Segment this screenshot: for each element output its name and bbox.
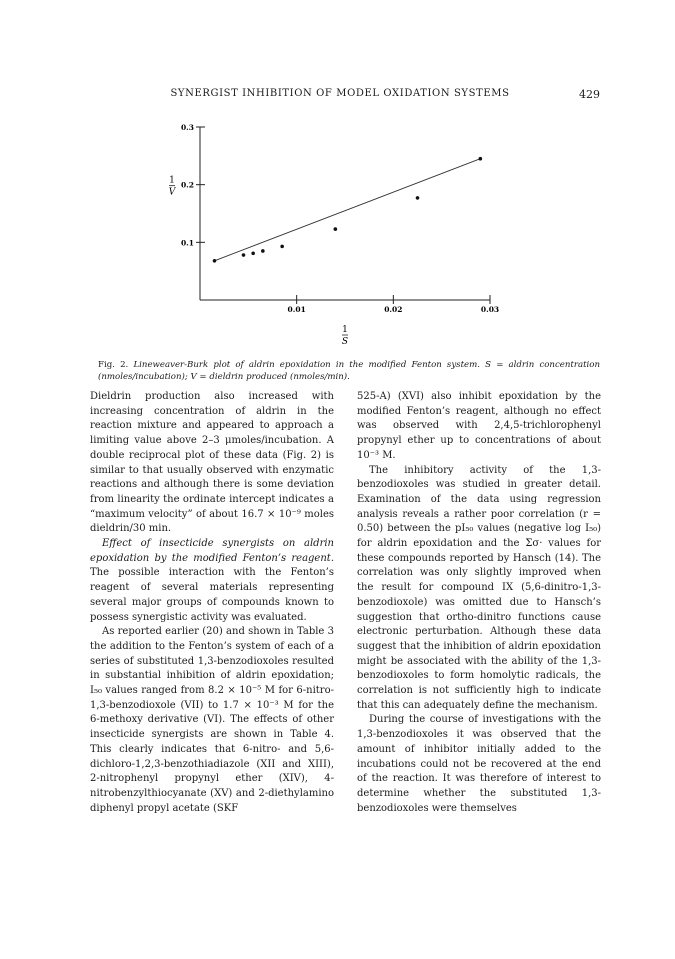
page-number: 429 bbox=[579, 88, 600, 101]
data-point bbox=[479, 157, 483, 161]
y-tick-label: 0.2 bbox=[180, 180, 194, 190]
ylabel-numerator: 1 bbox=[169, 175, 175, 186]
figure-lineweaver-burk bbox=[160, 112, 520, 352]
page-header bbox=[80, 88, 600, 104]
data-point bbox=[242, 253, 246, 257]
data-point bbox=[251, 251, 255, 255]
data-point bbox=[213, 259, 217, 263]
x-tick-label: 0.01 bbox=[287, 305, 306, 314]
ylabel-denominator: V bbox=[168, 187, 176, 198]
paragraph: The inhibitory activity of the 1,3-benzodioxoles was studied in greater detail. Examination of the data using regression analysis reveals a rather poor correlation (r = 0.50) between the pI₅₀ values (negative log I₅₀) for aldrin epoxidation and the Σσ· values for these compounds reported by Hansch (14). The correlation was only slightly improved when the result for compound IX (5,6-dinitro-1,3-benzodioxole) was omitted due to Hansch’s suggestion that ortho-dinitro functions cause electronic perturbation. Although these data suggest that the inhibition of aldrin epoxidation might be associated with the ability of the 1,3-benzodioxoles to form homolytic radicals, the correlation is not sufficiently high to indicate that this can adequately define the mechanism. bbox=[357, 464, 601, 711]
regression-line bbox=[215, 159, 481, 261]
data-point bbox=[261, 249, 265, 253]
section-heading-text: Effect of insecticide synergists on aldrin epoxidation by the modified Fenton’s reagent. bbox=[90, 538, 334, 564]
data-point bbox=[280, 245, 284, 249]
paragraph: 525-A) (XVI) also inhibit epoxidation by the modified Fenton’s reagent, although no effect was observed with 2,4,5-trichlorophenyl propynyl ether up to concentrations of about 10⁻³ M. bbox=[357, 391, 601, 461]
y-tick-label: 0.1 bbox=[180, 238, 194, 248]
x-tick-label: 0.03 bbox=[480, 305, 500, 314]
paragraph: Dieldrin production also increased with increasing concentration of aldrin in the reaction mixture and appeared to approach a limiting value above 2–3 μmoles/incubation. A double reciprocal plot of these data (Fig. 2) is similar to that usually observed with enzymatic reactions and although there is some deviation from linearity the ordinate intercept indicates a “maximum velocity” of about 16.7 × 10⁻⁹ moles dieldrin/30 min. bbox=[90, 391, 334, 535]
xlabel-denominator: S bbox=[341, 337, 349, 347]
lineweaver-burk-chart bbox=[160, 112, 520, 352]
data-point bbox=[416, 196, 420, 200]
left-column bbox=[90, 390, 334, 816]
data-point bbox=[334, 227, 338, 231]
y-tick-label: 0.3 bbox=[180, 123, 194, 132]
xlabel-numerator: 1 bbox=[342, 325, 348, 335]
caption-text: Lineweaver-Burk plot of aldrin epoxidation in the modified Fenton system. S = aldrin concentration (nmoles/incubation); V = dieldrin produced (nmoles/min). bbox=[98, 360, 600, 382]
x-tick-label: 0.02 bbox=[384, 305, 403, 314]
section-heading bbox=[90, 537, 334, 625]
paragraph: During the course of investigations with the 1,3-benzodioxoles it was observed that the amount of inhibitor initially added to the incubations could not be recovered at the end of the reaction. It was therefore of interest to determine whether the substituted 1,3-benzodioxoles were themselves bbox=[357, 714, 601, 814]
paragraph: As reported earlier (20) and shown in Table 3 the addition to the Fenton’s system of each of a series of substituted 1,3-benzodioxoles resulted in substantial inhibition of aldrin epoxidation; I₅₀ values ranged from 8.2 × 10⁻⁵ M for 6-nitro-1,3-benzodioxole (VII) to 1.7 × 10⁻³ M for the 6-methoxy derivative (VI). The effects of other insecticide synergists are shown in Table 4. This clearly indicates that 6-nitro- and 5,6-dichloro-1,2,3-benzothiadiazole (XII and XIII), 2-nitrophenyl propynyl ether (XIV), 4-nitrobenzylthiocyanate (XV) and 2-diethylamino diphenyl propyl acetate (SKF bbox=[90, 626, 334, 814]
paragraph-inline: The possible interaction with the Fenton’s reagent of several materials representing several major groups of compounds known to possess synergistic activity was evaluated. bbox=[90, 567, 334, 623]
running-title: SYNERGIST INHIBITION OF MODEL OXIDATION SYSTEMS bbox=[170, 88, 510, 99]
caption-label: Fig. 2. bbox=[98, 360, 129, 370]
figure-caption bbox=[98, 359, 600, 383]
right-column bbox=[357, 390, 601, 816]
